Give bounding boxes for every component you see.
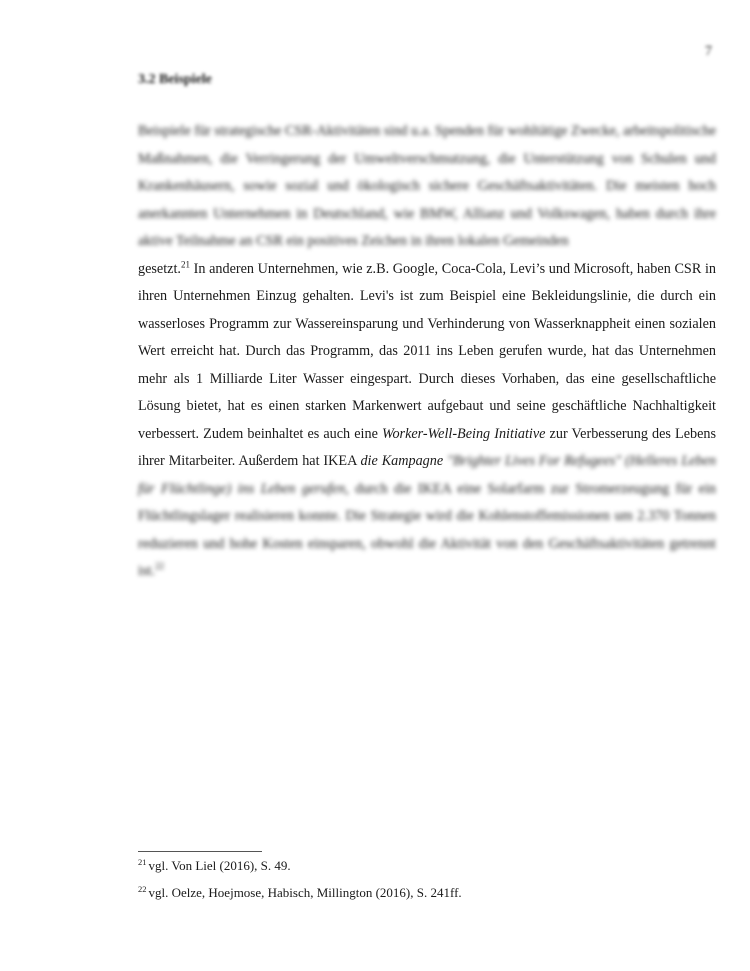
page-number: 7 [705,44,712,59]
footnote-number: 21 [138,856,147,867]
footnote-ref-22: 22 [154,561,164,572]
italic-term: die Kampagne [360,453,444,469]
body-paragraph [138,118,716,586]
footnote-separator [138,851,262,852]
body-text-segment: In anderen Unternehmen, wie z.B. Google, Coca-Cola, Levi’s und Microsoft, haben CSR in ihren Unternehmen Einzug gehalten. Levi's ist zum Beispiel eine Bekleidungslinie, die durch ein wasserloses Programm zur Wassereinsparung und Verhinderung von Wasserknappheit einen sozialen Wert erreicht hat. Durch das Programm, das 2011 ins Leben gerufen wurde, hat das Unternehmen mehr als 1 Milliarde Liter Wasser eingespart. Durch dieses Vorhaben, das eine gesellschaftliche Lösung bietet, hat es einen starken Markenwert aufgebaut und seine geschäftliche Nachhaltigkeit verbessert. Zudem beinhaltet es auch eine [138,260,716,442]
footnote-text: vgl. Von Liel (2016), S. 49. [148,858,291,873]
footnote-ref-21: 21 [180,258,190,269]
footnote-22 [138,885,462,901]
section-heading: 3.2 Beispiele [138,72,212,87]
blurred-text-end: durch die IKEA eine Solarfarm zur Stromerzeugung für ein Flüchtlingslager realisieren konnte. Die Strategie wird die Kohlenstoffemissionen um 2.370 Tonnen reduzieren und hohe Kosten einsparen, obwohl die Aktivität von den Geschäftsaktivitäten getrennt ist. [138,480,716,579]
body-text-segment: zur Verbesserung des Lebens ihrer Mitarbeiter. Außerdem hat IKEA [138,425,716,469]
footnote-21 [138,858,291,874]
blurred-italic-text: "Brighter Lives For Refugees" (Helleres Leben für Flüchtlinge) ins Leben gerufen, [138,453,716,497]
italic-term: Worker-Well-Being Initiative [381,425,546,442]
footnote-text: vgl. Oelze, Hoejmose, Habisch, Millington (2016), S. 241ff. [148,885,462,900]
body-text-segment: gesetzt. [138,260,181,277]
footnote-number: 22 [138,883,147,894]
blurred-text-start: Beispiele für strategische CSR-Aktivitäten sind u.a. Spenden für wohltätige Zwecke, arbeitspolitische Maßnahmen, die Verringerung der Umweltverschmutzung, die Unterstützung von Schulen und Krankenhäusern, sowie sozial und ökologisch sichere Geschäftsaktivitäten. Die meisten hoch anerkannten Unternehmen in Deutschland, wie BMW, Allianz und Volkswagen, haben durch ihre aktive Teilnahme an CSR ein positives Zeichen in ihren lokalen Gemeinden [138,123,716,249]
